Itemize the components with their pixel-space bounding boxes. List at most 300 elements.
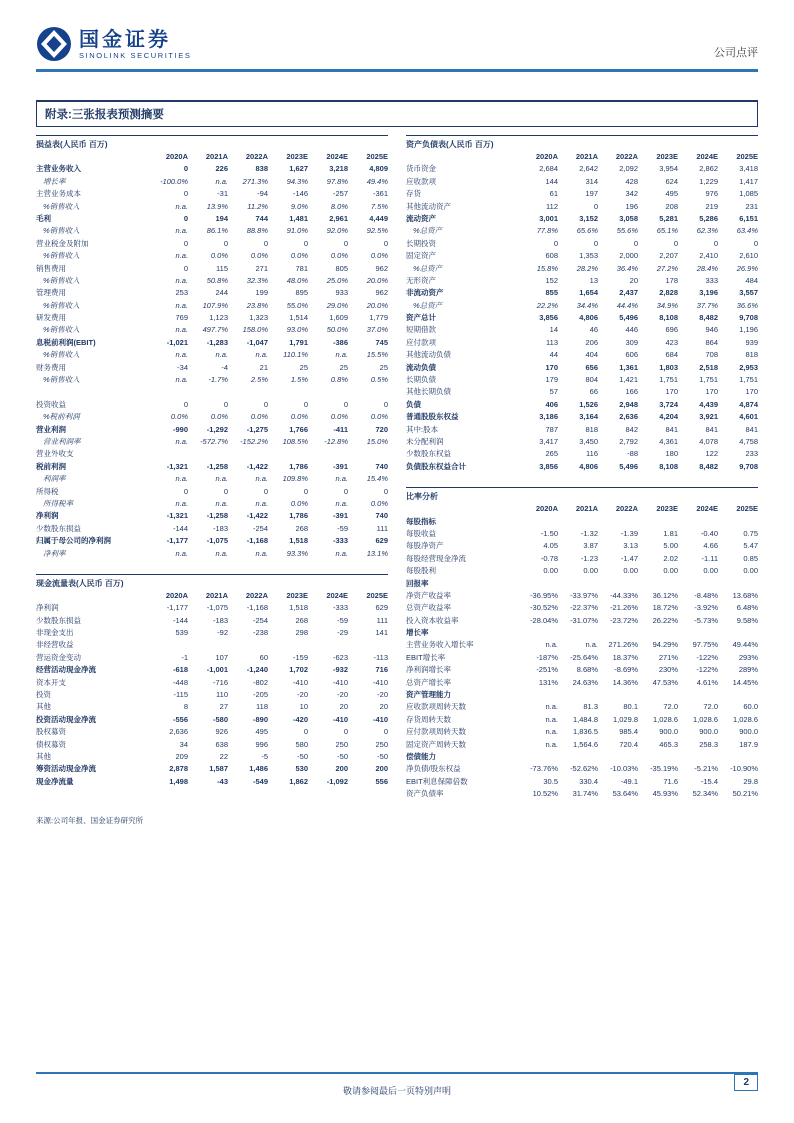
cell-value: -448 — [172, 677, 188, 687]
cell-value: 0.0% — [250, 412, 268, 422]
row-label: 投入资本收益率 — [406, 615, 459, 625]
cell-value: 170 — [665, 387, 678, 397]
cell-value — [598, 627, 638, 639]
year-header: 2020A — [535, 504, 558, 514]
cell-value: 271% — [658, 652, 678, 662]
cell-value: 0 — [183, 263, 188, 273]
cell-value: 91.0% — [286, 226, 308, 236]
cell-value: 1,526 — [579, 399, 598, 409]
cell-value: -10.03% — [610, 764, 638, 774]
cell-value: -1.47 — [620, 553, 638, 563]
row-label: 净利率 — [43, 548, 66, 558]
cell-value: -25.64% — [570, 652, 598, 662]
table-row — [406, 374, 758, 386]
cell-value: -183 — [212, 523, 228, 533]
cell-value: 2,684 — [539, 164, 558, 174]
cell-value: 34 — [179, 739, 188, 749]
cell-value: 20 — [339, 702, 348, 712]
year-header: 2025E — [366, 590, 388, 600]
row-label: 营运资金变动 — [36, 652, 81, 662]
cell-value: n.a. — [335, 498, 348, 508]
table-row — [36, 250, 388, 262]
left-column — [36, 135, 388, 801]
cell-value — [268, 448, 308, 460]
table-row — [406, 448, 758, 460]
table-row — [406, 337, 758, 349]
cell-value: 8,108 — [659, 313, 678, 323]
cell-value: -187% — [536, 652, 558, 662]
cell-value: 170 — [705, 387, 718, 397]
cell-value: 0 — [263, 399, 268, 409]
cell-value: -410 — [372, 714, 388, 724]
cell-value: -1,258 — [206, 461, 228, 471]
row-label: 研发费用 — [36, 313, 66, 323]
cell-value: -28.04% — [530, 615, 558, 625]
table-row — [36, 201, 388, 213]
row-label — [36, 386, 148, 398]
cell-value: 0.0% — [290, 498, 308, 508]
sinolink-logo-icon — [36, 26, 72, 62]
cell-value: 57 — [549, 387, 558, 397]
cell-value: 1,836.5 — [572, 727, 598, 737]
year-header: 2025E — [736, 152, 758, 161]
cell-value: -251% — [536, 665, 558, 675]
cell-value: 4,601 — [739, 412, 758, 422]
cell-value: 110.1% — [283, 350, 308, 360]
table-row — [406, 386, 758, 398]
cell-value: 556 — [375, 776, 388, 786]
cell-value: -391 — [332, 511, 348, 521]
cell-value: 4,806 — [579, 313, 598, 323]
year-header: 2021A — [575, 152, 598, 161]
cell-value: 20 — [629, 275, 638, 285]
cell-value: 3,001 — [539, 213, 558, 223]
cell-value: 1,751 — [699, 375, 718, 385]
cell-value: 309 — [625, 337, 638, 347]
cell-value: -1,422 — [246, 511, 268, 521]
cell-value: 226 — [215, 164, 228, 174]
year-header-row — [36, 151, 388, 163]
row-label: 流动资产 — [406, 213, 436, 223]
cell-value: 0 — [303, 486, 308, 496]
cell-value: 0.0% — [330, 412, 348, 422]
cell-value: 2,410 — [699, 251, 718, 261]
cell-value: 0 — [263, 486, 268, 496]
cell-value: 926 — [215, 727, 228, 737]
table-row — [406, 540, 758, 552]
cell-value — [228, 386, 268, 398]
cell-value: 497.7% — [202, 325, 228, 335]
year-header: 2022A — [245, 152, 268, 161]
cell-value: 1,786 — [289, 511, 308, 521]
cell-value: 25.0% — [326, 275, 348, 285]
cell-value: -257 — [332, 189, 348, 199]
cell-value: 1,498 — [169, 776, 188, 786]
cell-value: -391 — [332, 461, 348, 471]
cell-value: 1,654 — [579, 288, 598, 298]
cell-value: 9.58% — [736, 615, 758, 625]
cell-value: 20.0% — [366, 300, 388, 310]
row-label: 营业利润率 — [43, 436, 81, 446]
cell-value: 0 — [183, 189, 188, 199]
cell-value: -1.11 — [701, 553, 718, 563]
cell-value: 15.4% — [366, 474, 388, 484]
cell-value: 63.4% — [736, 226, 758, 236]
table-row — [406, 726, 758, 738]
cell-value: 0 — [183, 238, 188, 248]
cell-value — [598, 751, 638, 763]
cell-value: 72.0 — [703, 702, 718, 712]
cell-value: 152 — [545, 275, 558, 285]
table-row — [36, 726, 388, 738]
cell-value: -361 — [372, 189, 388, 199]
cell-value: 3,152 — [579, 213, 598, 223]
cell-value: 656 — [585, 362, 598, 372]
year-header: 2024E — [326, 152, 348, 161]
cell-value: 49.44% — [732, 640, 758, 650]
cell-value — [228, 639, 268, 651]
cell-value: 8,108 — [659, 461, 678, 471]
cell-value: n.a. — [175, 201, 188, 211]
cell-value: 0 — [383, 486, 388, 496]
cell-value: 8 — [183, 702, 188, 712]
cell-value: -1.39 — [620, 528, 638, 538]
cell-value: 1,486 — [249, 764, 268, 774]
table-row — [36, 411, 388, 423]
table-row — [36, 763, 388, 775]
cell-value: 0 — [183, 164, 188, 174]
cell-value: 109.8% — [282, 474, 308, 484]
cell-value: 196 — [625, 201, 638, 211]
cell-value — [558, 689, 598, 701]
cell-value: 2,437 — [619, 288, 638, 298]
cell-value: 855 — [545, 288, 558, 298]
table-row — [406, 739, 758, 751]
cell-value: 88.8% — [246, 226, 268, 236]
cell-value: -386 — [332, 337, 348, 347]
table-row — [36, 677, 388, 689]
row-label: EBIT增长率 — [406, 652, 446, 662]
row-label: 固定资产周转天数 — [406, 739, 466, 749]
cell-value: 60.0 — [743, 702, 758, 712]
cell-value: 92.0% — [326, 226, 348, 236]
year-header-row — [406, 503, 758, 515]
cell-value: 170 — [745, 387, 758, 397]
brand-text — [79, 29, 192, 60]
cell-value: 0 — [633, 238, 638, 248]
cell-value: 2,961 — [329, 213, 348, 223]
table-row — [36, 424, 388, 436]
cell-value: 4,361 — [659, 436, 678, 446]
cell-value: 0 — [343, 399, 348, 409]
cell-value: -549 — [252, 776, 268, 786]
row-label: 销售费用 — [36, 263, 66, 273]
row-label: 债权募资 — [36, 739, 66, 749]
cell-value: 107 — [215, 652, 228, 662]
cell-value: -144 — [172, 615, 188, 625]
cell-value: 1,353 — [579, 251, 598, 261]
cell-value: 25 — [339, 362, 348, 372]
footer-disclaimer: 敬请参阅最后一页特别声明 — [342, 1086, 451, 1096]
cell-value: -1 — [181, 652, 188, 662]
cell-value: 8.0% — [330, 201, 348, 211]
row-label: 少数股东权益 — [406, 449, 451, 459]
table-row — [406, 263, 758, 275]
table-row — [36, 473, 388, 485]
cell-value: 805 — [335, 263, 348, 273]
cell-value — [638, 751, 678, 763]
row-label: 税前利润 — [36, 461, 66, 471]
cell-value: 1,627 — [289, 164, 308, 174]
cell-value: n.a. — [585, 640, 598, 650]
cell-value: 180 — [665, 449, 678, 459]
cell-value: -23.72% — [610, 615, 638, 625]
cell-value: 2,953 — [739, 362, 758, 372]
year-header: 2023E — [656, 504, 678, 514]
cell-value: 4,806 — [579, 461, 598, 471]
cell-value: 1,028.6 — [732, 714, 758, 724]
cell-value: 244 — [215, 288, 228, 298]
cell-value: 1,196 — [739, 325, 758, 335]
cell-value — [678, 516, 718, 528]
cell-value: -1.7% — [208, 375, 228, 385]
cell-value: -1,275 — [246, 424, 268, 434]
cell-value: 0.8% — [330, 375, 348, 385]
cell-value: 166 — [625, 387, 638, 397]
cell-value: -1,422 — [246, 461, 268, 471]
cell-value: 0.0% — [290, 251, 308, 261]
table-row — [36, 337, 388, 349]
cell-value: -59 — [337, 615, 348, 625]
cell-value: 115 — [216, 263, 228, 273]
row-label: 其他 — [36, 751, 51, 761]
cell-value: 769 — [175, 313, 188, 323]
row-label: 每股指标 — [406, 516, 436, 526]
cell-value: 265 — [545, 449, 558, 459]
cell-value: 71.6 — [663, 776, 678, 786]
cell-value: -1,283 — [206, 337, 228, 347]
cell-value: 1,229 — [699, 176, 718, 186]
cell-value: 1,609 — [329, 313, 348, 323]
cell-value: 28.2% — [576, 263, 598, 273]
year-header: 2025E — [736, 504, 758, 514]
cell-value — [678, 751, 718, 763]
table-row — [36, 225, 388, 237]
cell-value: -1.50 — [540, 528, 558, 538]
cell-value: 27.2% — [656, 263, 678, 273]
row-label: %销售收入 — [43, 375, 80, 385]
cell-value: 37.0% — [366, 325, 388, 335]
table-row — [406, 677, 758, 689]
brand-subtitle: SINOLINK SECURITIES — [79, 50, 192, 60]
row-label: 所得税 — [36, 486, 59, 496]
cell-value: -31 — [217, 189, 228, 199]
cell-value — [228, 448, 268, 460]
cell-value: 80.1 — [623, 702, 638, 712]
cell-value: n.a. — [175, 436, 188, 446]
cell-value: 5,281 — [659, 213, 678, 223]
cell-value: -5.21% — [694, 764, 718, 774]
row-label: 毛利 — [36, 213, 51, 223]
row-label: 财务费用 — [36, 362, 66, 372]
cell-value: -92 — [217, 628, 228, 638]
year-header-spacer — [36, 590, 148, 602]
cell-value: 230% — [658, 665, 678, 675]
cell-value: 0.00 — [703, 566, 718, 576]
cell-value: 21 — [259, 362, 268, 372]
table-row — [36, 238, 388, 250]
cell-value: 1,417 — [739, 176, 758, 186]
cell-value: 200 — [375, 764, 388, 774]
cell-value: 61 — [549, 189, 558, 199]
cell-value: 0.0% — [210, 412, 228, 422]
cell-value: 0.00 — [743, 566, 758, 576]
cell-value: 111 — [376, 615, 388, 625]
cell-value: 580 — [295, 739, 308, 749]
row-label: 营业税金及附加 — [36, 238, 89, 248]
cell-value: 985.4 — [619, 727, 638, 737]
cell-value: 107.9% — [202, 300, 228, 310]
cell-value: 32.3% — [246, 275, 268, 285]
cell-value: 268 — [295, 523, 308, 533]
cell-value: 0.0% — [370, 412, 388, 422]
cell-value: 1,862 — [289, 776, 308, 786]
cell-value — [558, 627, 598, 639]
cell-value: n.a. — [255, 498, 268, 508]
cell-value: 13.1% — [366, 548, 388, 558]
cell-value: 26.22% — [652, 615, 678, 625]
cell-value: 49.4% — [366, 176, 388, 186]
cell-value: 10.52% — [532, 789, 558, 799]
cell-value: 495 — [255, 727, 268, 737]
table-row — [406, 362, 758, 374]
cell-value: 93.3% — [286, 548, 308, 558]
cell-value: 60 — [259, 652, 268, 662]
table-row — [406, 652, 758, 664]
cell-value: 0 — [753, 238, 758, 248]
row-label: %销售收入 — [43, 350, 80, 360]
table-row — [406, 565, 758, 577]
cell-value: -152.2% — [240, 436, 268, 446]
cell-value: -21.26% — [610, 603, 638, 613]
row-label: 应付款项周转天数 — [406, 727, 466, 737]
table-row — [406, 461, 758, 473]
table-title: 比率分析 — [406, 487, 758, 503]
cell-value — [718, 578, 758, 590]
cell-value: -146 — [292, 189, 308, 199]
cell-value: 342 — [625, 189, 638, 199]
cell-value: 29.8 — [743, 776, 758, 786]
cell-value: 2,948 — [619, 399, 638, 409]
cell-value: 25 — [379, 362, 388, 372]
cell-value: 0.0% — [370, 251, 388, 261]
row-label: 投资活动现金净流 — [36, 714, 96, 724]
row-label: 少数股东损益 — [36, 615, 81, 625]
cell-value: -238 — [252, 628, 268, 638]
row-label: 每股净资产 — [406, 541, 444, 551]
row-label: 非现金支出 — [36, 628, 74, 638]
cell-value: 1.5% — [290, 375, 308, 385]
cell-value: 624 — [665, 176, 678, 186]
cell-value: -50 — [297, 751, 308, 761]
table-row — [406, 516, 758, 528]
table-row — [36, 362, 388, 374]
row-label: 总资产增长率 — [406, 677, 451, 687]
cell-value: 93.0% — [286, 325, 308, 335]
right-column — [406, 135, 758, 801]
cell-value: 1,518 — [289, 603, 308, 613]
table-row — [36, 374, 388, 386]
cell-value: n.a. — [175, 325, 188, 335]
brand-name: 国金证券 — [79, 28, 171, 51]
cell-value: 8,482 — [699, 313, 718, 323]
year-header-spacer — [36, 151, 148, 163]
source-note: 来源:公司年报、国金证券研究所 — [36, 815, 144, 825]
cell-value: 15.8% — [536, 263, 558, 273]
cell-value: 3,856 — [539, 313, 558, 323]
cell-value: 2,862 — [699, 164, 718, 174]
cell-value: 0.0% — [330, 251, 348, 261]
cell-value — [518, 751, 558, 763]
row-label: %销售收入 — [43, 300, 80, 310]
cell-value: -52.62% — [570, 764, 598, 774]
cell-value: 720.4 — [619, 739, 638, 749]
cell-value: 720 — [375, 424, 388, 434]
cell-value: -50 — [337, 751, 348, 761]
table-row — [406, 424, 758, 436]
cell-value: 3,856 — [539, 461, 558, 471]
cell-value: 6.48% — [736, 603, 758, 613]
table-row — [36, 627, 388, 639]
cell-value: n.a. — [175, 251, 188, 261]
cell-value: -205 — [252, 690, 268, 700]
cell-value: 11.2% — [247, 201, 268, 211]
cell-value: 13.68% — [732, 590, 758, 600]
row-label: 净利润 — [36, 603, 59, 613]
cell-value: n.a. — [215, 498, 228, 508]
cell-value: 539 — [175, 628, 188, 638]
row-label: 筹资活动现金净流 — [36, 764, 96, 774]
year-header: 2021A — [205, 590, 228, 600]
table-row — [406, 763, 758, 775]
cell-value: 13 — [589, 275, 598, 285]
cell-value: 4,078 — [699, 436, 718, 446]
cell-value: 996 — [255, 739, 268, 749]
cell-value: 1,779 — [369, 313, 388, 323]
cell-value: 2,792 — [619, 436, 638, 446]
cell-value: 962 — [375, 288, 388, 298]
row-label: %销售收入 — [43, 325, 80, 335]
cell-value: -73.76% — [530, 764, 558, 774]
cell-value: 2,207 — [659, 251, 678, 261]
cell-value: 1,751 — [739, 375, 758, 385]
cell-value: 94.29% — [652, 640, 678, 650]
year-header: 2020A — [535, 152, 558, 161]
page-header — [36, 26, 758, 72]
cell-value: 1,028.6 — [692, 714, 718, 724]
row-label: 营业外收支 — [36, 449, 74, 459]
cell-value: 108.5% — [282, 436, 308, 446]
cell-value: -1,168 — [246, 536, 268, 546]
cell-value: 740 — [375, 511, 388, 521]
cell-value — [308, 639, 348, 651]
cell-value — [558, 578, 598, 590]
row-label: 非经营收益 — [36, 640, 74, 650]
year-header-spacer — [406, 503, 518, 515]
cell-value: 92.5% — [366, 226, 388, 236]
cell-value — [188, 448, 228, 460]
table-row — [36, 436, 388, 448]
